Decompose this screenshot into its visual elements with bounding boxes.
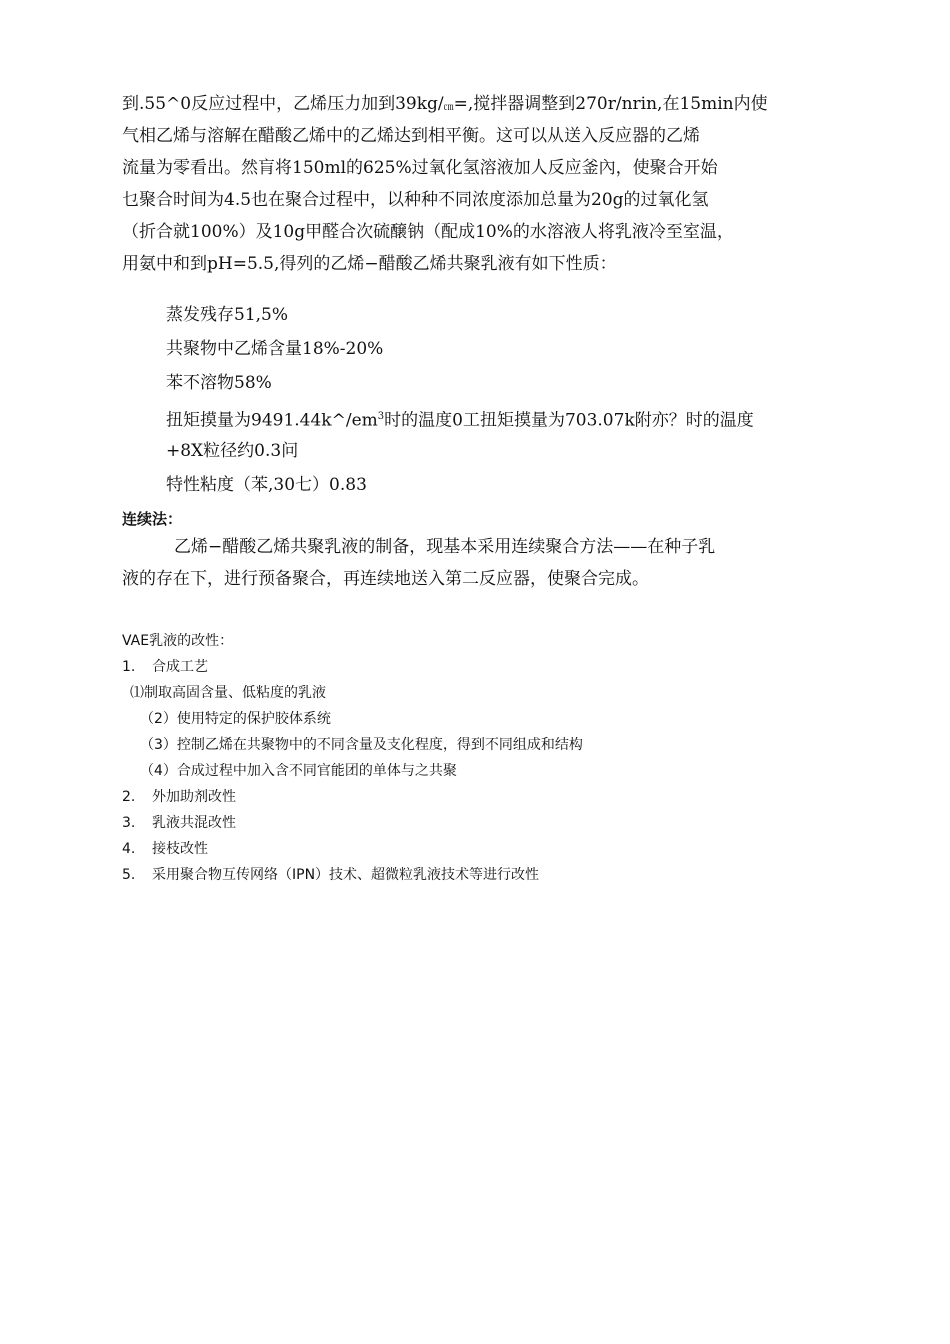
list-item-number: 2. [122,789,136,805]
list-item-text: 外加助剂改性 [152,789,236,805]
unit-cm: ㎝ [443,102,454,113]
list-item-number: 4. [122,841,136,857]
list-item [122,784,583,810]
list-item-text: 制取高固含量、低粘度的乳液 [144,685,326,701]
intro-line-4: 乜聚合时间为4.5也在聚合过程中，以种种不同浓度添加总量为20g的过氧化氢 [122,190,709,210]
list-item-number: 3. [122,815,136,831]
continuous-paragraph [122,531,715,595]
list-item [122,810,583,836]
list-item [122,758,583,784]
list-item-text: 合成过程中加入含不同官能团的单体与之共聚 [176,763,457,779]
modification-section [122,628,583,888]
list-item-number: 5. [122,867,136,883]
properties-list [166,298,846,502]
intro-paragraph [122,88,834,280]
list-item-text: 合成工艺 [152,659,208,675]
torsion-superscript: 3 [377,411,385,422]
intro-line-1 [122,88,834,120]
property-torsion [166,400,846,434]
intro-line-2: 气相乙烯与溶解在醋酸乙烯中的乙烯达到相平衡。这可以从送入反应器的乙烯 [122,126,700,146]
list-item-number: （2） [140,711,177,727]
intro-line-6: 用氨中和到pH=5.5,得列的乙烯−醋酸乙烯共聚乳液有如下性质： [122,254,617,274]
property-viscosity: 特性粘度（苯,30七）0.83 [166,475,367,495]
list-item [122,732,583,758]
modification-title: VAE乳液的改性： [122,633,234,649]
continuous-method-heading: 连续法： [122,510,183,528]
list-item [122,862,583,888]
property-benzene-insoluble: 苯不溶物58% [166,373,272,393]
list-item [122,836,583,862]
list-item-text: 接枝改性 [152,841,208,857]
torsion-text-b: 时的温度0工扭矩摸量为703.07k附亦？时的温度 [384,410,754,431]
list-item-number: 1. [122,659,136,675]
continuous-line-2: 液的存在下，进行预备聚合，再连续地送入第二反应器，使聚合完成。 [122,569,649,589]
list-item-text: 乳液共混改性 [152,815,236,831]
list-item [122,654,583,680]
list-item-text: 控制乙烯在共聚物中的不同含量及支化程度，得到不同组成和结构 [176,737,583,753]
intro-line-1-tail: =,搅拌器调整到270r/nrin,在15min内使 [453,94,768,114]
list-item [122,680,583,706]
list-item-number: ⑴ [130,685,144,701]
list-item-number: （3） [140,737,177,753]
property-evaporation-residue: 蒸发残存51,5% [166,305,289,325]
continuous-line-1: 乙烯−醋酸乙烯共聚乳液的制备，现基本采用连续聚合方法——在种子乳 [174,537,716,557]
list-item-text: 使用特定的保护胶体系统 [176,711,331,727]
list-item-text: 采用聚合物互传网络（IPN）技术、超微粒乳液技术等进行改性 [152,867,540,883]
intro-line-5: （折合就100%）及10g甲醛合次硫醸钠（配成10%的水溶液人将乳液冷至室温， [122,222,734,242]
list-item [122,706,583,732]
property-particle-size: +8X粒径约0.3问 [166,441,299,461]
intro-line-3: 流量为零看出。然肓将150ml的625%过氧化氢溶液加人反应釜內，使聚合开始 [122,158,718,178]
intro-line-1-text: 到.55^0反应过程中，乙烯压力加到39kg/ [122,94,444,114]
list-item-number: （4） [140,763,177,779]
property-ethylene-content: 共聚物中乙烯含量18%-20% [166,339,384,359]
torsion-text-a: 扭矩摸量为9491.44k^/em [166,410,378,431]
